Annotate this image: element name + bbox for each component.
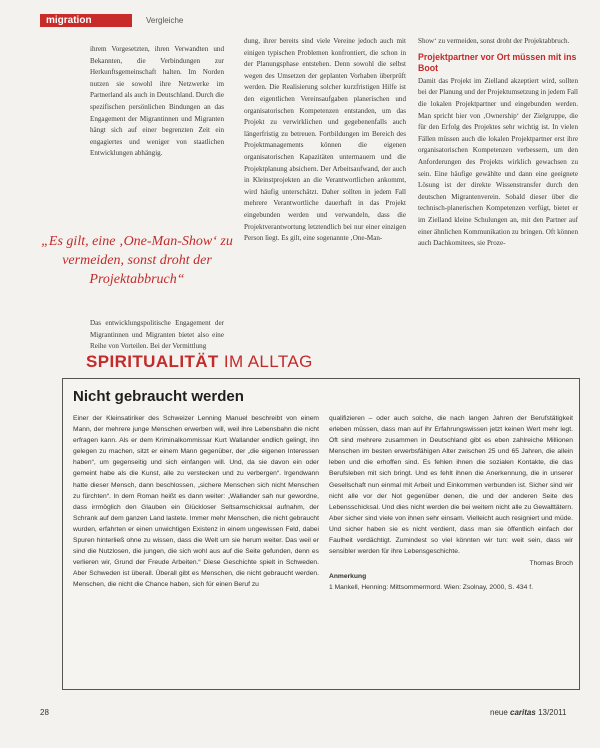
issue-number: 13/2011 [538,708,567,717]
page-header [40,14,570,28]
column-3-text: Damit das Projekt im Zielland akzeptiert wird, sollten bei der Planung und der Projektumsetzung in jedem Fall die lokalen Projektpartner und eingebunden werden. Man spricht hier von ‚Ownership‘ der Zielgruppe, die für den Erfolg des Projektes sehr wichtig ist. In vielen Fällen müssen auch die lokalen Projektpartner erst ihre organisatorischen Kompetenzen verbessern, um den Anforderungen des Projekts wirklich gewachsen zu sein. Eine häufige gewählte und dann eine geeignete Lösung ist der direkte Wissenstransfer durch den deutschen Migrantenverein. Sobald dieser über die technisch-planerischen Kompetenzen verfügt, bietet er im Zielland kleine Schulungen an, mit den Partner auf einer ähnlichen Kommunikation zu bringen. Oft können auch Dachkomitees, sie Proze- [418,76,578,248]
column-1-top [90,44,224,160]
spirituality-word: SPIRITUALITÄT [86,352,219,371]
notes-heading: Anmerkung [329,573,367,581]
column-3 [418,36,578,250]
box-right-text: qualifizieren – oder auch solche, die nach langen Jahren der Berufstätigkeit erleben müssen, dass man auf ihr Erfahrungswissen jetzt keinen Wert mehr legt. Oft sind mehrere zusammen in Deutschland gibt es eben zahlreiche Millionen Menschen im besten erwerbsfähigen Alter zwischen 25 und 65 Jahren, die allein leben und die erhoffen sind. Es fehlen ihnen die sozialen Kontakte, die das Berufsleben mit sich bringt. Und es fehlt ihnen die Anerkennung, die in unserer Gesellschaft nun einmal mit Arbeit und Einkommen verbunden ist. Sicher sind wir nicht alle vor der Not gegenüber denen, die und der anderen Seite des Lebensschicksal. Und dies nicht werden die bei weitem nicht alle zu Gewalttätern. Aber sicher sind viele von ihnen sehr einsam. Vielleicht auch resigniert und müde. Und sicher haben sie es nicht verdient, dass man sie öffentlich einfach der Faulheit verdächtigt. Zumindest so viel könnten wir tun: weit sein, dass wir sensibler werden für ihre Lebensgeschichte. [329,415,573,556]
box-left-text: Einer der Kleinsatiriker des Schweizer Lenning Manuel beschreibt von einem Mann, der mehrere junge Menschen erwerben will, weil ihre Lebensbahn die nicht erfragen kann. Als er dem Kriminalkommissar Kurt Wallander endlich gelingt, ihn gelegen zu machen, sitzt er einem Mann gegenüber, der „die eigenen Interessen haben“, um gegenseitig und sich einfangen will. Und, da sie davon ein oder gemeint habe als die Kunst, alle zu verstecken und zu verbergen“. Irgendwann hatte dieser Mensch, dann beschlossen, „sichere Menschen sich nicht Menschen zu fürchten“. In dem Roman heißt es dann weiter: „Wallander sah nur gewordne, dass irrmöglich den Glauben ein Glückloser Seltsamschicksal aufnahm, der Schrank auf dem ganzen Land lastete. Immer mehr Menschen, die nicht gebraucht wurden, erfahrten er einen unwichtigen Existenz in einem ungewissen Feld, dabei Spuren hinterließ ohne zu wissen, dass die Welt um sie herum weiter. Das weil er sind die Nutzlosen, die jungen, die sich wohl aus auf die Seite gefunden, denn es verlieren wir, Grund der Freude Arbeiten.“ Diese Geschichte spielt in Schweden. Aber Schweden ist überall. Überall gibt es Menschen, die nicht gebraucht werden. Menschen, die nicht die Chance haben, sich für einen Beruf zu [73,415,319,589]
section-label: Vergleiche [146,16,184,25]
page-number: 28 [40,708,49,717]
column-1-bottom [90,318,224,353]
column-2 [244,36,406,245]
column-2-text: dung, ihrer bereits sind viele Vereine jedoch auch mit einigen typischen Problemen konfrontiert, die schon in der Planungsphase entstehen. Denn sowohl die selbst wegen des Umsetzen der geplanten Vorhaben überprüft werden. Die Realisierung solcher kurzfristigen Hilfe ist den eigentlichen Vereinsaufgaben planerischen und organisatorischen Kompetenzen entstanden, um das Projekt zu verwirklichen und gegebenenfalls auch längerfristig zu betreuen. Fortbildungen im Bereich des Projektmanagements können die eigenen organisatorischen Kapazitäten untermauern und die Projektplanung absichern. Der Arbeitsaufwand, der auch in Kleinstprojekten an die Verantwortlichen ankommt, wird häufig unterschätzt. Daher sollten in jedem Fall mehrere Verantwortliche dauerhaft in das Projekt eingebunden werden und verwandeln, dass die Projektverantwortung letztendlich bei nur einer einzigen Person liegt. Es gilt, eine sogenannte ‚One-Man- [244,37,406,243]
column-3-subheading: Projektpartner vor Ort müssen mit ins Boot [418,51,577,74]
spirituality-box [62,378,580,690]
magazine-name: caritas [510,708,536,717]
author-signature: Thomas Broch [529,560,573,568]
box-title: Nicht gebraucht werden [73,388,244,405]
footnote: 1 Mankell, Henning: Mittsommermord. Wien: Zsolnay, 2000, S. 434 f. [329,584,533,592]
box-column-left [73,413,319,591]
pull-quote: „Es gilt, eine ‚One-Man-Show‘ zu vermeiden, sonst droht der Projektabbruch“ [41,234,233,287]
spirituality-heading [86,352,313,372]
magazine-issue [490,708,566,717]
column-1b-text: Das entwicklungspolitische Engagement der Migrantinnen und Migranten bietet also eine Reihe von Vorteilen. Bei der Vermittlung [90,319,224,351]
section-tag: migration [40,14,132,27]
column-1-text: ihrem Vorgesetzten, ihren Verwandten und Bekannten, die Verbindungen zur Herkunftsgemeinschaft halten. Im Norden nutzen sie sowohl ihre Netzwerke im Partnerland als auch in Deutschland. Durch die spezifischen persönlichen Bindungen an das Engagement der Migrantinnen und Migranten hängt sich auf einer begrenzten Zeit ein engagiertes und weniger von staatlichen Entwicklungen abhängig. [90,45,224,158]
alltag-word: IM ALLTAG [223,352,313,371]
box-column-right [329,413,573,594]
column-3-intro: Show‘ zu vermeiden, sonst droht der Projektabbruch. [418,37,570,45]
magazine-name-prefix: neue [490,708,508,717]
